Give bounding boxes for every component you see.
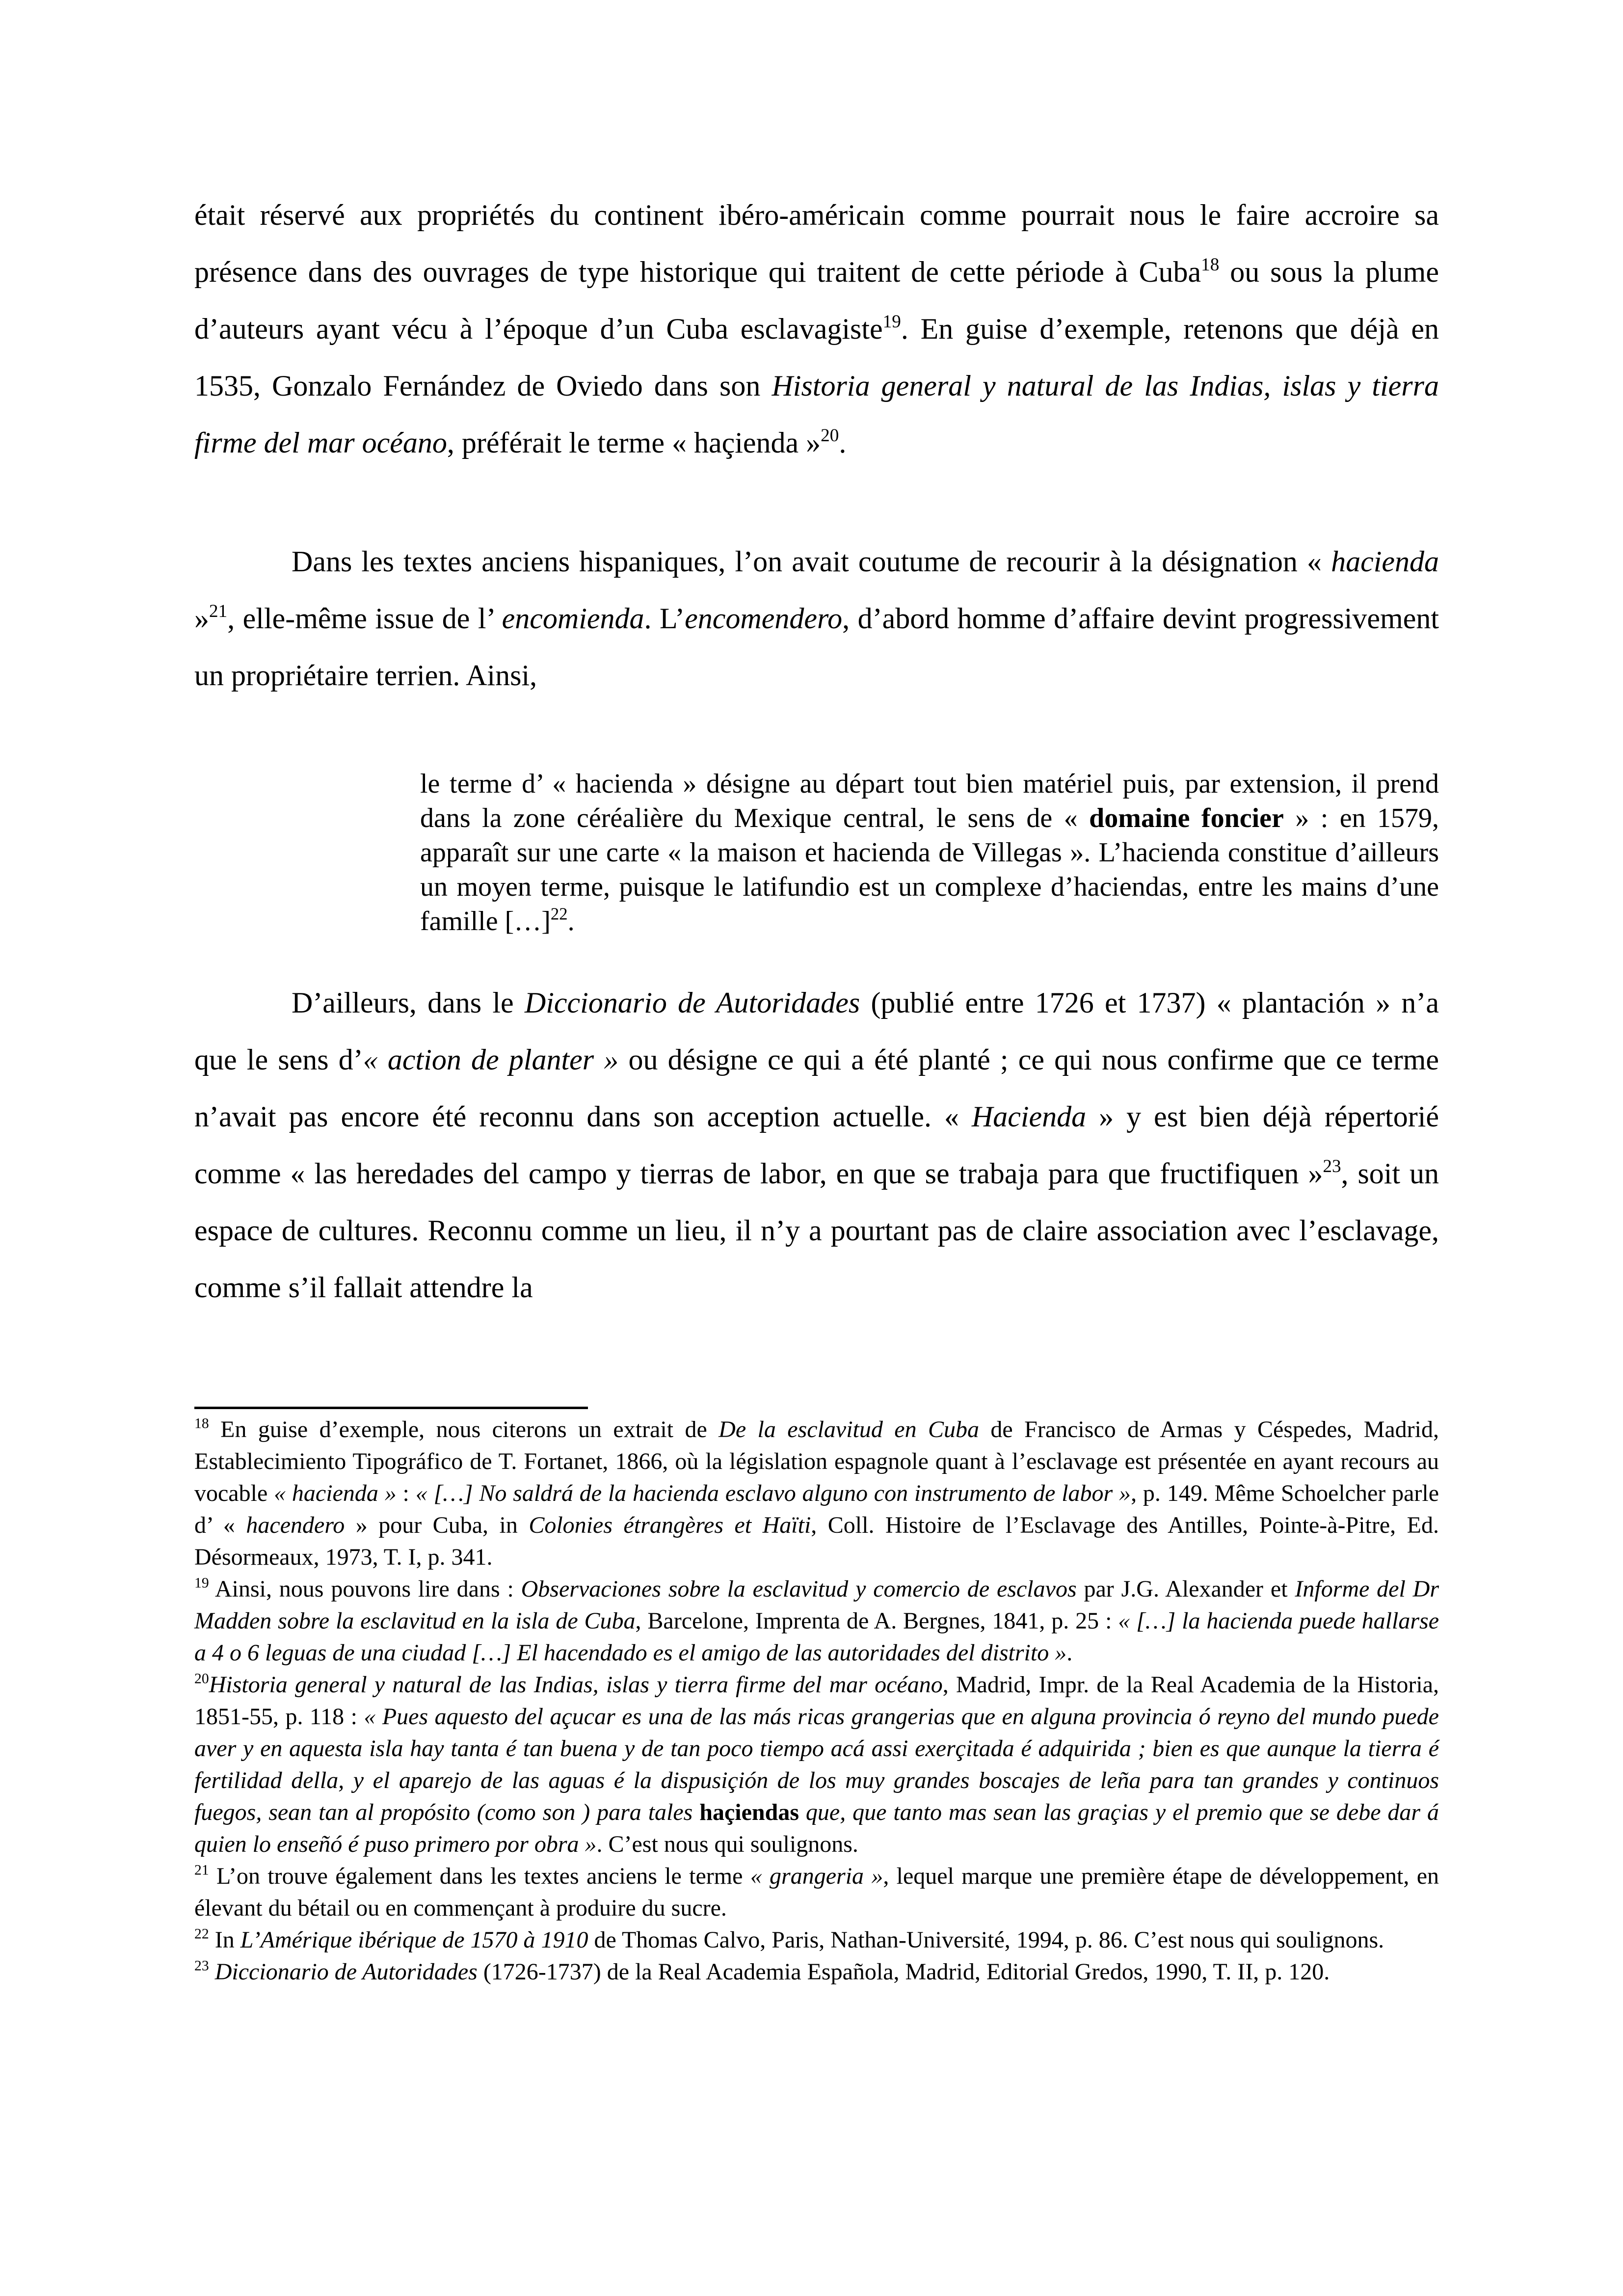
footnote-ref-21[interactable]: 21: [209, 601, 228, 621]
text: , Madrid, Impr. de la Real Academia de la Historia, 1851-55, p. 118 :: [194, 1672, 1439, 1730]
italic-text: « grangeria »: [750, 1863, 883, 1889]
text: . C’est nous qui soulignons.: [596, 1831, 858, 1857]
term-hacienda: hacienda: [1331, 545, 1439, 578]
text: , d’abord homme d’affaire devint progressivement un propriétaire terrien. Ainsi,: [194, 602, 1439, 692]
text: , lequel marque une première étape de développement, en élevant du bétail ou en commençant à produire du sucre.: [194, 1863, 1439, 1921]
italic-text: que, que tanto mas sean las graçias y el premio que se debe dar á quien lo enseñó é puso primero por obra »: [194, 1799, 1439, 1857]
italic-text: Observaciones sobre la esclavitud y comercio de esclavos: [521, 1576, 1077, 1602]
italic-text: Diccionario de Autoridades: [214, 1959, 478, 1985]
text: .: [1066, 1640, 1073, 1666]
footnote-18: [194, 1414, 1439, 1573]
footnote-ref-20[interactable]: 20: [821, 425, 839, 446]
term-hacienda: Hacienda: [971, 1100, 1087, 1133]
book-title: Diccionario de Autoridades: [524, 987, 860, 1019]
footnote-number: 20: [194, 1670, 209, 1687]
italic-text: L’Amérique ibérique de 1570 à 1910: [240, 1927, 588, 1953]
footnote-23: [194, 1956, 1439, 1988]
text: :: [396, 1480, 416, 1506]
body-paragraph-2: [194, 533, 1439, 704]
text: Ainsi, nous pouvons lire dans :: [209, 1576, 521, 1602]
italic-quote: « action de planter »: [363, 1043, 619, 1076]
text: (publié entre 1726 et 1737) « plantación » n’a que le sens d’: [194, 987, 1439, 1076]
text: L’on trouve également dans les textes anciens le terme: [209, 1863, 750, 1889]
text: En guise d’exemple, nous citerons un extrait de: [209, 1416, 719, 1442]
bold-term: haçiendas: [699, 1799, 799, 1825]
text: »: [194, 602, 209, 635]
text: (1726-1737) de la Real Academia Española, Madrid, Editorial Gredos, 1990, T. II, p. 120.: [477, 1959, 1330, 1985]
text: de Francisco de Armas y Céspedes, Madrid, Establecimiento Tipográfico de T. Fortanet, 1866, où la législation espagnole quant à l’esclavage est présentée en ayant recours au vocable: [194, 1416, 1439, 1506]
footnote-number: 21: [194, 1862, 209, 1878]
bold-term: domaine foncier: [1089, 803, 1284, 833]
italic-text: « […] la hacienda puede hallarse a 4 o 6 leguas de una ciudad […] El hacendado es el amigo de las autoridades del distrito »: [194, 1608, 1439, 1666]
body-paragraph-1: [194, 187, 1439, 471]
footnote-number: 18: [194, 1415, 209, 1432]
text: In: [209, 1927, 240, 1953]
footnote-19: [194, 1573, 1439, 1669]
italic-text: Historia general y natural de las Indias, islas y tierra firme del mar océano: [209, 1672, 943, 1698]
text: , p. 149. Même Schoelcher parle d’ «: [194, 1480, 1439, 1538]
book-title: Historia general y natural de las Indias, islas y tierra firme del mar océano: [194, 370, 1439, 459]
italic-text: « […] No saldrá de la hacienda esclavo alguno con instrumento de labor »: [415, 1480, 1131, 1506]
italic-text: Informe del Dr Madden sobre la esclavitud en la isla de Cuba: [194, 1576, 1439, 1634]
text: Dans les textes anciens hispaniques, l’on avait coutume de recourir à la désignation «: [292, 545, 1331, 578]
text: de Thomas Calvo, Paris, Nathan-Université, 1994, p. 86. C’est nous qui soulignons.: [588, 1927, 1384, 1953]
footnotes: [194, 1414, 1439, 1988]
text: [209, 1959, 215, 1985]
footnote-21: [194, 1860, 1439, 1924]
italic-text: « hacienda »: [274, 1480, 397, 1506]
text: » y est bien déjà répertorié comme « las heredades del campo y tierras de labor, en que se trabaja para que fructifiquen »: [194, 1100, 1439, 1190]
italic-text: De la esclavitud en Cuba: [718, 1416, 980, 1442]
text: , elle-même issue de l’: [227, 602, 502, 635]
text: .: [839, 427, 847, 459]
footnote-number: 23: [194, 1957, 209, 1974]
block-quote: [420, 767, 1439, 938]
italic-text: hacendero: [246, 1512, 345, 1538]
text: » : en 1579, apparaît sur une carte « la maison et hacienda de Villegas ». L’hacienda constitue d’ailleurs un moyen terme, puisque le latifundio est un complexe d’haciendas, entre les mains d’une famille […]: [420, 803, 1439, 936]
footnote-22: [194, 1924, 1439, 1956]
text: .: [567, 906, 575, 936]
footnote-number: 19: [194, 1575, 209, 1591]
footnote-ref-19[interactable]: 19: [882, 311, 901, 332]
text: le terme d’ « hacienda » désigne au départ tout bien matériel puis, par extension, il prend dans la zone céréalière du Mexique central, le sens de «: [420, 769, 1439, 833]
text: . L’: [644, 602, 685, 635]
footnote-ref-18[interactable]: 18: [1201, 254, 1220, 275]
text: » pour Cuba, in: [345, 1512, 529, 1538]
footnote-ref-22[interactable]: 22: [550, 904, 568, 924]
italic-text: « Pues aquesto del açucar es una de las más ricas grangerias que en alguna provincia ó reyno del mundo puede aver y en aquesta isla hay tanta é tan buena y de tan poco tiempo acá assi exerçitada é adquirida ; bien es que aunque la tierra é fertilidad della, y el aparejo de las aguas é la dispusiçión de los muy grandes boscajes de leña para tan grandes y continuos fuegos, sean tan al propósito (como son ) para tales: [194, 1704, 1439, 1825]
text: , Coll. Histoire de l’Esclavage des Antilles, Pointe-à-Pitre, Ed. Désormeaux, 1973, T. I, p. 341.: [194, 1512, 1439, 1570]
footnote-ref-23[interactable]: 23: [1323, 1156, 1341, 1176]
body-paragraph-3: [194, 974, 1439, 1316]
footnote-separator: [194, 1407, 588, 1409]
term-encomienda: encomienda: [502, 602, 644, 635]
text: , soit un espace de cultures. Reconnu comme un lieu, il n’y a pourtant pas de claire association avec l’esclavage, comme s’il fallait attendre la: [194, 1157, 1439, 1304]
term-encomendero: encomendero: [685, 602, 843, 635]
footnote-number: 22: [194, 1925, 209, 1942]
text: , Barcelone, Imprenta de A. Bergnes, 1841, p. 25 :: [635, 1608, 1118, 1634]
text: par J.G. Alexander et: [1076, 1576, 1295, 1602]
text: ou sous la plume d’auteurs ayant vécu à l’époque d’un Cuba esclavagiste: [194, 256, 1439, 345]
text: D’ailleurs, dans le: [292, 987, 525, 1019]
text: . En guise d’exemple, retenons que déjà en 1535, Gonzalo Fernández de Oviedo dans son: [194, 313, 1439, 402]
italic-text: Colonies étrangères et Haïti: [529, 1512, 811, 1538]
text: , préférait le terme « haçienda »: [447, 427, 821, 459]
footnote-20: [194, 1669, 1439, 1860]
text: ou désigne ce qui a été planté ; ce qui nous confirme que ce terme n’avait pas encore été reconnu dans son acception actuelle. «: [194, 1043, 1439, 1133]
text: était réservé aux propriétés du continent ibéro-américain comme pourrait nous le faire accroire sa présence dans des ouvrages de type historique qui traitent de cette période à Cuba: [194, 199, 1439, 288]
